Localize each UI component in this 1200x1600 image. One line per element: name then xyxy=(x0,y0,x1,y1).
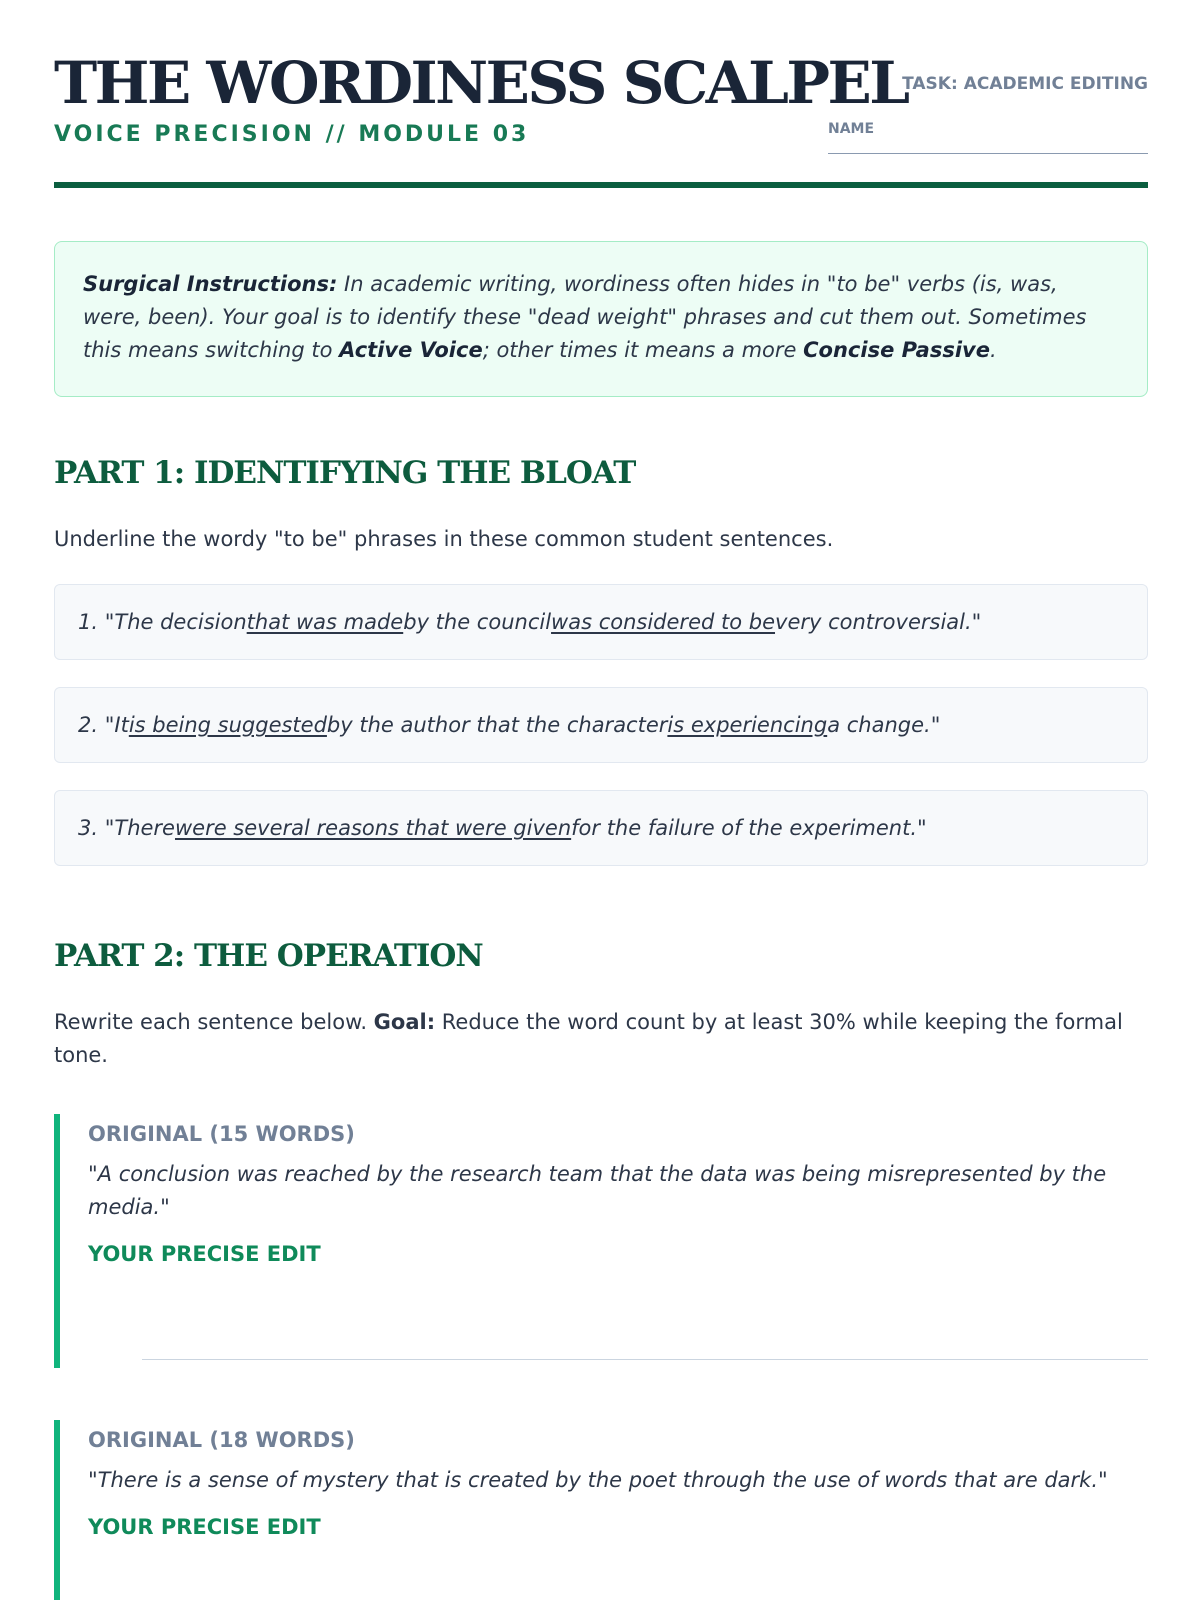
instructions-box xyxy=(54,241,1148,397)
underlined-phrase: was considered to be xyxy=(551,610,776,634)
worksheet-page xyxy=(54,0,1148,1539)
instructions-active-voice: Active Voice xyxy=(339,338,483,362)
part2-description xyxy=(54,1006,1148,1072)
original-word-count-label: ORIGINAL (18 WORDS) xyxy=(88,1428,355,1452)
sentence-text: 2. "It xyxy=(78,713,129,737)
sentence-text: by the council xyxy=(403,610,552,634)
sentence-text: a change." xyxy=(827,713,941,737)
instructions-text: ; other times it means a more xyxy=(482,338,804,362)
part2-desc-text: Reduce the word count by at least 30% while keeping the formal tone. xyxy=(54,1010,1123,1067)
page-subtitle: VOICE PRECISION // MODULE 03 xyxy=(54,122,530,147)
original-sentence: "A conclusion was reached by the research team that the data was being misrepresented by the media." xyxy=(88,1162,1107,1219)
instructions-lead: Surgical Instructions: xyxy=(83,272,338,296)
name-field[interactable] xyxy=(828,118,1148,154)
sentence-text: by the author that the character xyxy=(326,713,668,737)
sentence-item-2 xyxy=(54,687,1148,763)
underlined-phrase: is being suggested xyxy=(128,713,327,737)
part2-title: PART 2: THE OPERATION xyxy=(54,938,483,974)
underlined-phrase: is experiencing xyxy=(667,713,828,737)
part2-desc-text: Rewrite each sentence below. xyxy=(54,1010,374,1034)
sentence-text: 1. "The decision xyxy=(78,610,247,634)
original-word-count-label: ORIGINAL (15 WORDS) xyxy=(88,1122,355,1146)
exercise-2 xyxy=(54,1420,1148,1600)
edit-label: YOUR PRECISE EDIT xyxy=(88,1242,321,1266)
name-label: NAME xyxy=(828,121,875,137)
edit-label: YOUR PRECISE EDIT xyxy=(88,1515,321,1539)
underlined-phrase: were several reasons that were given xyxy=(174,816,572,840)
page-title: THE WORDINESS SCALPEL xyxy=(54,49,908,117)
sentence-item-3 xyxy=(54,790,1148,866)
task-label: TASK: ACADEMIC EDITING xyxy=(902,74,1148,94)
part1-description: Underline the wordy "to be" phrases in these common student sentences. xyxy=(54,527,834,551)
exercise-1 xyxy=(54,1114,1148,1368)
instructions-text: In academic writing, wordiness often hides in "to be" verbs (is, was, were, been). Your goal is to identify these "dead weight" phrases and cut them out. Sometimes this means switching to xyxy=(83,272,1087,362)
sentence-text: for the failure of the experiment." xyxy=(571,816,927,840)
header xyxy=(54,0,1148,188)
instructions-text: . xyxy=(989,338,997,362)
sentence-text: 3. "There xyxy=(78,816,175,840)
original-sentence: "There is a sense of mystery that is created by the poet through the use of words that are dark." xyxy=(88,1468,1108,1492)
sentence-text: very controversial." xyxy=(775,610,982,634)
sentence-item-1 xyxy=(54,584,1148,660)
instructions-concise-passive: Concise Passive xyxy=(803,338,990,362)
underlined-phrase: that was made xyxy=(246,610,404,634)
part1-title: PART 1: IDENTIFYING THE BLOAT xyxy=(54,455,636,491)
part2-goal-label: Goal: xyxy=(373,1010,436,1034)
answer-line-1[interactable] xyxy=(142,1359,1148,1360)
